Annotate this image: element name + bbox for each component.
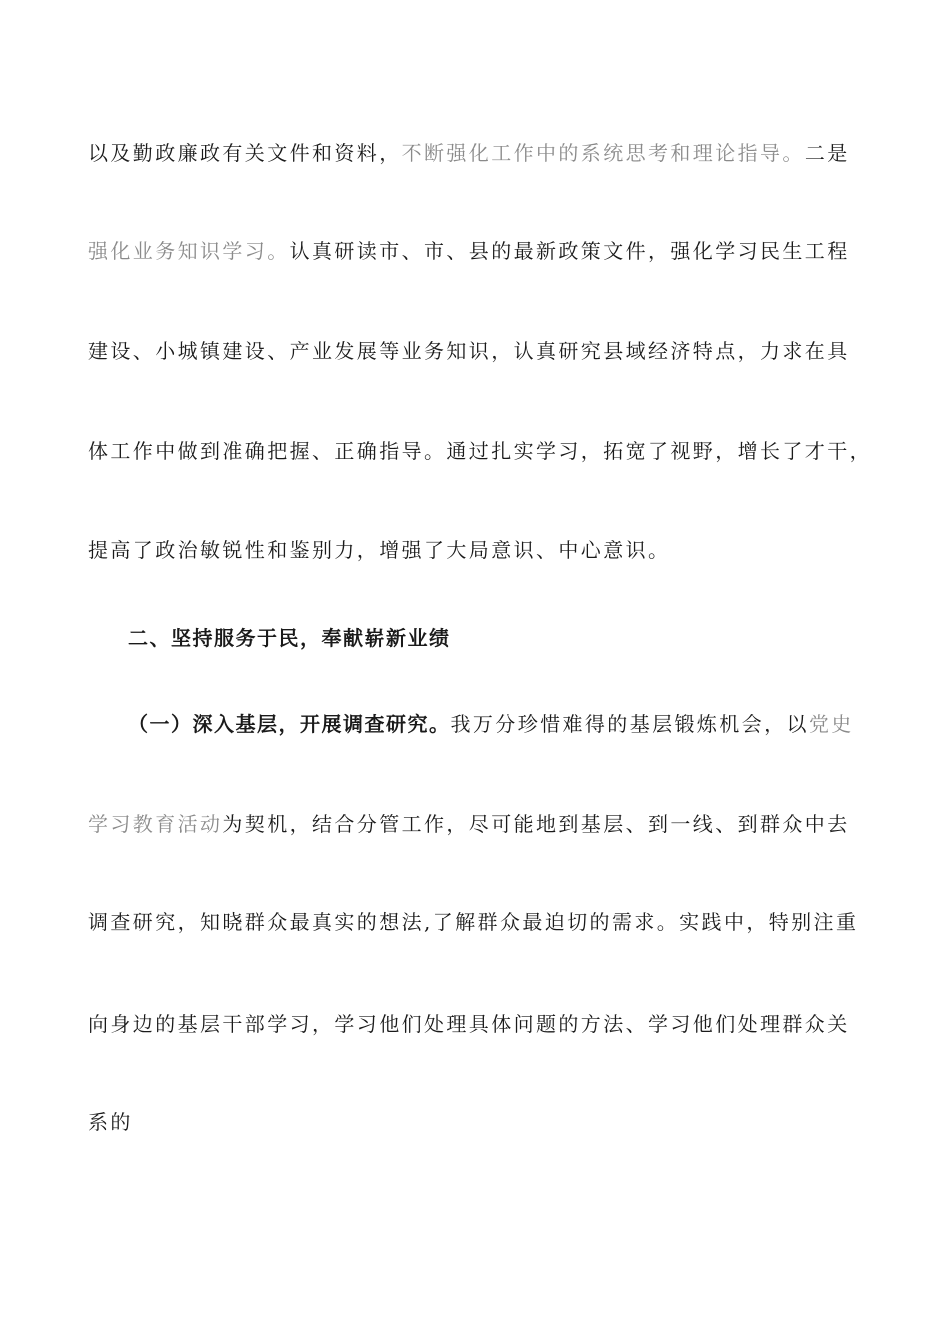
section-heading: 二、坚持服务于民，奉献崭新业绩 xyxy=(128,626,451,650)
line-7-part-2: 我万分珍惜难得的基层锻炼机会，以 xyxy=(450,712,809,736)
line-8-part-2: 为契机，结合分管工作，尽可能地到基层、到一线、到群众中去 xyxy=(222,812,850,836)
line-1-part-3: 二是 xyxy=(804,141,850,165)
line-2-part-1: 强化业务知识学习。 xyxy=(88,239,290,263)
paragraph-line-10: 向身边的基层干部学习，学习他们处理具体问题的方法、学习他们处理群众关 xyxy=(88,1012,850,1036)
paragraph-line-8 xyxy=(88,810,878,838)
paragraph-line-2 xyxy=(88,237,878,265)
paragraph-line-4: 体工作中做到准确把握、正确指导。通过扎实学习，拓宽了视野，增长了才干， xyxy=(88,439,872,463)
paragraph-line-7 xyxy=(128,710,918,738)
line-1-part-1: 以及勤政廉政有关文件和资料， xyxy=(88,141,402,165)
paragraph-line-1 xyxy=(88,139,878,167)
paragraph-line-5: 提高了政治敏锐性和鉴别力，增强了大局意识、中心意识。 xyxy=(88,538,671,562)
line-1-part-2: 不断强化工作中的系统思考和理论指导。 xyxy=(401,141,805,165)
subsection-title: （一）深入基层，开展调查研究。 xyxy=(128,712,451,736)
paragraph-line-3: 建设、小城镇建设、产业发展等业务知识，认真研究县域经济特点，力求在具 xyxy=(88,339,850,363)
paragraph-line-9: 调查研究，知晓群众最真实的想法,了解群众最迫切的需求。实践中，特别注重 xyxy=(88,910,859,934)
paragraph-line-11: 系的 xyxy=(88,1110,133,1134)
line-2-part-2: 认真研读市、市、县的最新政策文件，强化学习民生工程 xyxy=(289,239,850,263)
line-8-part-1: 学习教育活动 xyxy=(88,812,223,836)
line-7-part-3: 党史 xyxy=(808,712,854,736)
